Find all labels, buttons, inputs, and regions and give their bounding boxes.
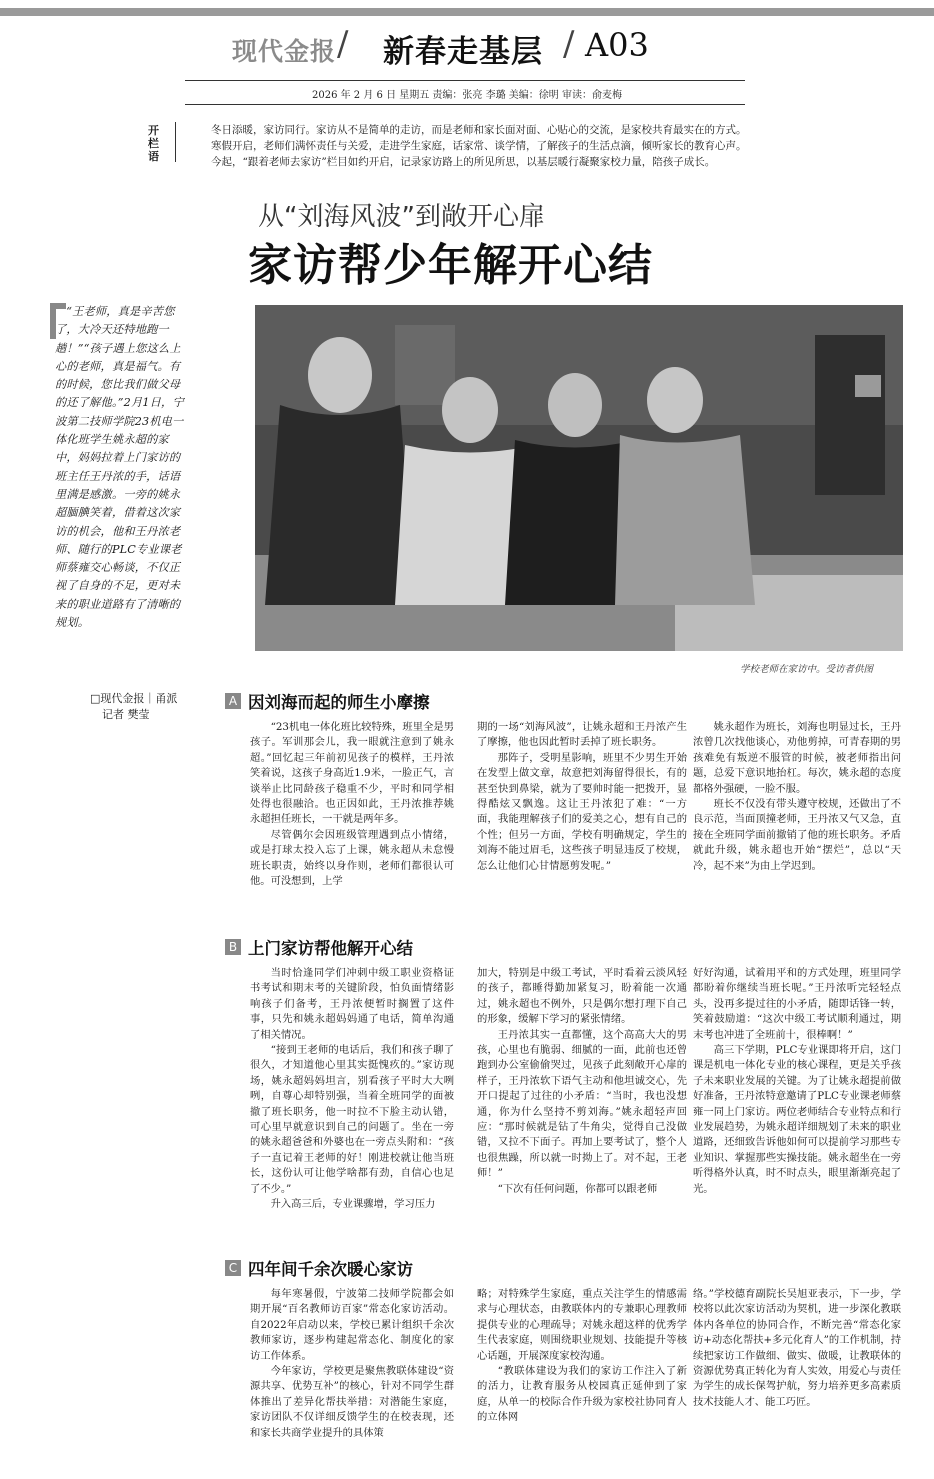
paragraph: 好好沟通，试着用平和的方式处理，班里同学都盼着你继续当班长呢。”王丹浓听完轻轻点头，没再多提过往的小矛盾，随即话锋一转，笑着鼓励道：“这次中级工考试顺利通过，期末考也冲进了全班前十，很棒啊！”: [693, 967, 901, 1041]
column-label: 开栏语: [148, 124, 159, 163]
paragraph: 当时恰逢同学们冲刺中级工职业资格证书考试和期末考的关键阶段，怕负面情绪影响孩子们备考，王丹浓便暂时搁置了这件事，只先和姚永超妈妈通了电话，简单沟通了相关情况。: [250, 967, 454, 1041]
section-a-heading: [225, 689, 430, 713]
paragraph: “23机电一体化班比较特殊，班里全是男孩子。军训那会儿，我一眼就注意到了姚永超。”回忆起三年前初见孩子的模样，王丹浓笑着说，这孩子身高近1.9米，一脸正气，言谈举止比同龄孩子稳重不少，平时和同学相处得也很融洽。也正因如此，王丹浓推荐姚永超担任班长，一干就是两年多。: [250, 721, 454, 826]
paragraph: 略；对特殊学生家庭，重点关注学生的情感需求与心理状态，由教联体内的专兼职心理教师提供专业的心理疏导；对姚永超这样的优秀学生代表家庭，则围绕职业规划、技能提升等核心话题，开展深度家校沟通。: [477, 1288, 687, 1362]
intro-block: [190, 122, 790, 170]
paragraph: “下次有任何问题，你都可以跟老师: [497, 1182, 658, 1195]
section-letter: A: [225, 693, 241, 709]
paragraph: 尽管偶尔会因班级管理遇到点小情绪，或是打球太投入忘了上课，姚永超从未怠慢班长职责，始终以身作则，老师们都很认可他。可没想到，上学: [250, 828, 454, 888]
paper-name: 现代金报: [232, 37, 337, 66]
intro-paragraph: 今起，“跟着老师去家访”栏目如约开启，记录家访路上的所见所思，以基层暖行凝聚家校力量，陪孩子成长。: [211, 156, 716, 168]
section-c-column-2: [477, 1287, 687, 1426]
dateline: 2026 年 2 月 6 日 星期五 责编：张亮 李璐 美编：徐明 审读：俞麦梅: [312, 90, 622, 101]
dateline-rule: [185, 104, 745, 105]
photo-illustration: [255, 305, 903, 651]
section-c-column-3: [693, 1287, 901, 1410]
paragraph: 姚永超作为班长，刘海也明显过长，王丹浓曾几次找他谈心，劝他剪掉，可青春期的男孩难免有叛逆不服管的时候，被老师指出问题，总爱下意识地抬杠。每次，姚永超的态度都格外强硬，一脸不服。: [693, 721, 901, 795]
intro-paragraph: 冬日添暖，家访同行。家访从不是简单的走访，而是老师和家长面对面、心贴心的交流，是家校共育最实在的方式。: [211, 124, 747, 136]
paragraph: 期的一场“刘海风波”，让姚永超和王丹浓产生了摩擦，他也因此暂时丢掉了班长职务。: [477, 721, 687, 749]
news-photo: [255, 305, 903, 651]
column-label-bar: [175, 122, 176, 162]
section-a-column-2: [477, 720, 687, 874]
section-name: 新春走基层: [383, 34, 543, 70]
byline-source: □现代金报｜甬派: [90, 692, 178, 705]
divider-slash: /: [337, 24, 349, 64]
paragraph: 加大，特别是中级工考试，平时看着云淡风轻的孩子，都睡得勤加紧复习，盼着能一次通过，姚永超也不例外，只是偶尔想打理下自己的形象，缓解下学习的紧张情绪。: [477, 967, 687, 1026]
section-b-column-3: [693, 966, 901, 1197]
photo-caption: 学校老师在家访中。受访者供图: [740, 664, 874, 675]
paragraph: “接到王老师的电话后，我们和孩子聊了很久，才知道他心里其实挺愧疚的。”家访现场，姚永超妈妈坦言，别看孩子平时大大咧咧，自尊心却特别强，当着全班同学的面被撤了班长职务，他一时拉不下脸主动认错，可心里早就意识到自己的问题了。坐在一旁的姚永超爸爸和外婆也在一旁点头附和：“孩子一直记着王老师的好！刚进校就让他当班长，这份认可让他学啥都有劲，自信心也足了不少。”: [250, 1044, 454, 1195]
byline-reporter: 记者 樊莹: [102, 708, 150, 721]
lead-quote-text: “王老师，真是辛苦您了，大冷天还特地跑一趟！”“孩子遇上您这么上心的老师，真是福气。有的时候，您比我们做父母的还了解他。”2月1日，宁波第二技师学院23机电一体化班学生姚永超的家中，妈妈拉着上门家访的班主任王丹浓的手，话语里满是感激。一旁的姚永超腼腆笑着，借着这次家访的机会，他和王丹浓老师、随行的PLC专业课老师蔡雍交心畅谈，不仅正视了自身的不足，更对未来的职业道路有了清晰的规划。: [55, 305, 184, 630]
section-a-column-3: [693, 720, 901, 874]
intro-paragraph: 寒假开启，老师们满怀责任与关爱，走进学生家庭，话家常、谈学情，了解孩子的生活点滴，倾听家长的教育心声。: [211, 140, 747, 152]
section-b-column-1: [250, 966, 454, 1213]
section-title: 上门家访帮他解开心结: [248, 939, 413, 958]
paragraph: 那阵子，受明星影响，班里不少男生开始在发型上做文章，故意把刘海留得很长，有的甚至快到鼻梁，就为了要帅时能一把拨开，显得酷炫又飘逸。这让王丹浓犯了难：“一方面，我能理解孩子们的爱美之心，想有自己的个性；但另一方面，学校有明确规定，学生的刘海不能过眉毛，这些孩子明显违反了校规，怎么让他们心甘情愿剪发呢。”: [477, 751, 687, 872]
paragraph: “教联体建设为我们的家访工作注入了新的活力，让教育服务从校园真正延伸到了家庭，从单一的校际合作升级为家校社协同育人的立体网: [477, 1365, 687, 1424]
paragraph: 王丹浓其实一直都懂，这个高高大大的男孩，心里也有脆弱、细腻的一面，此前也还曾跑到办公室偷偷哭过，见孩子此刻敞开心扉的样子，王丹浓软下语气主动和他坦诚交心，先开口提起了过往的小矛盾：“当时，我也没想通，你为什么坚持不剪刘海。”姚永超轻声回应：“那时候就是钻了牛角尖，觉得自己没做错，又拉不下面子。再加上要考试了，整个人也很焦躁，所以就一时拗上了。对不起，王老师！”: [477, 1028, 687, 1180]
section-c-heading: [225, 1256, 413, 1280]
paragraph: 今年家访，学校更是聚焦教联体建设“资源共享、优势互补”的核心，针对不同学生群体推出了差异化帮扶举措：对潜能生家庭，家访团队不仅详细反馈学生的在校表现，还和家长共商学业提升的具体策: [250, 1365, 454, 1439]
section-title: 因刘海而起的师生小摩擦: [248, 693, 430, 712]
paragraph: 络。”学校德育副院长吴旭亚表示，下一步，学校将以此次家访活动为契机，进一步深化教联体内各单位的协同合作，不断完善“常态化家访+动态化帮扶+多元化育人”的工作机制，持续把家访工作做细、做实、做暖，让教联体的资源优势真正转化为育人实效，用爱心与责任为学生的成长保驾护航，努力培养更多高素质技术技能人才、能工巧匠。: [693, 1288, 901, 1408]
section-b-heading: [225, 935, 413, 959]
headline: 家访帮少年解开心结: [248, 240, 653, 291]
section-b-column-2: [477, 966, 687, 1197]
paragraph: 班长不仅没有带头遵守校规，还做出了不良示范，当面顶撞老师，王丹浓又气又急，直接在全班同学面前撤销了他的班长职务。矛盾就此升级，姚永超也开始“摆烂”，总以“天冷，起不来”为由上学迟到。: [693, 798, 901, 872]
lead-quote: [55, 303, 188, 632]
subheadline: 从“刘海风波”到敞开心扉: [258, 202, 545, 232]
divider-slash: /: [563, 24, 575, 64]
section-letter: B: [225, 939, 241, 955]
byline: [90, 691, 177, 723]
paragraph: 高三下学期，PLC专业课即将开启，这门课是机电一体化专业的核心课程，更是关乎孩子未来职业发展的关键。为了让姚永超提前做好准备，王丹浓特意邀请了PLC专业课老师蔡雍一同上门家访。两位老师结合专业特点和行业发展趋势，为姚永超详细规划了未来的职业道路，还细致告诉他如何可以提前学习那些专业知识、掌握那些实操技能。姚永超坐在一旁听得格外认真，时不时点头，眼里渐渐亮起了光。: [693, 1044, 901, 1195]
section-letter: C: [225, 1260, 241, 1276]
section-c-column-1: [250, 1287, 454, 1441]
paragraph: 升入高三后，专业课骤增，学习压力: [270, 1198, 436, 1211]
masthead-rule: [185, 80, 745, 81]
paragraph: 每年寒暑假，宁波第二技师学院都会如期开展“百名教师访百家”常态化家访活动。自2022年启动以来，学校已累计组织千余次教师家访，逐步构建起常态化、制度化的家访工作体系。: [250, 1288, 454, 1362]
page-number: A03: [585, 26, 649, 64]
top-rule: [0, 8, 934, 16]
section-title: 四年间千余次暖心家访: [248, 1260, 413, 1279]
section-a-column-1: [250, 720, 454, 889]
